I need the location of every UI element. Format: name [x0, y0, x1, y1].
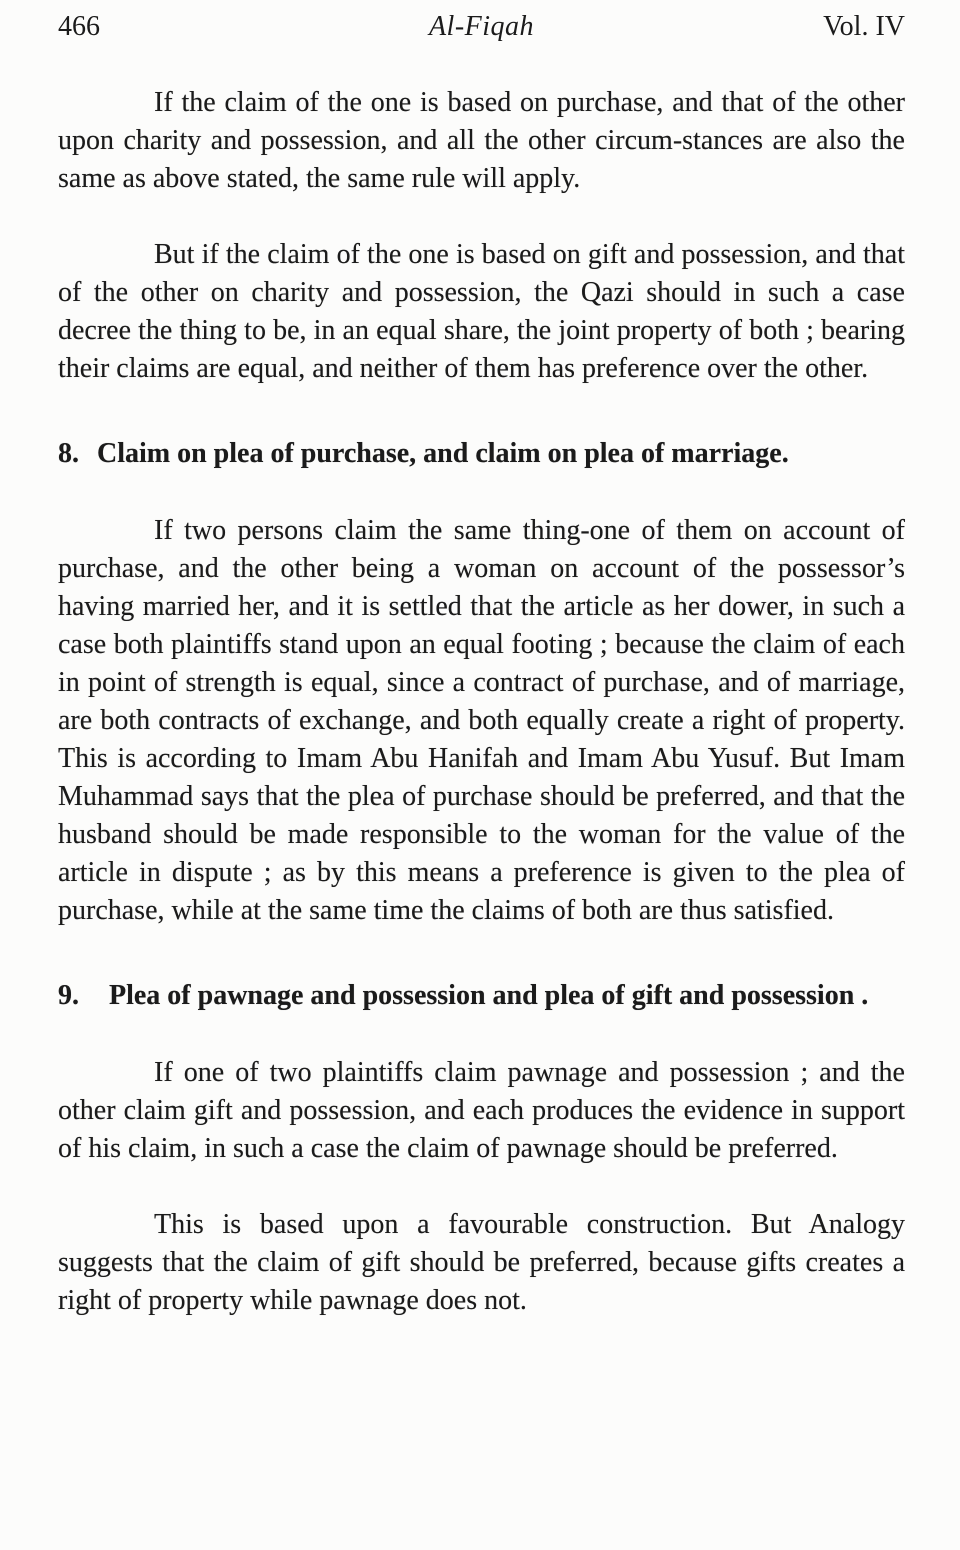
section-9-title: Plea of pawnage and possession and plea of gift and possession . — [109, 980, 869, 1011]
paragraph-pawnage-vs-gift: If one of two plaintiffs claim pawnage and possession ; and the other claim gift and possession, and each produces the evidence in support of his claim, in such a case the claim of pawnage should be preferred. — [58, 1057, 905, 1164]
section-8-number: 8. — [58, 438, 79, 469]
page-number: 466 — [58, 11, 100, 42]
book-title: Al-Fiqah — [428, 11, 535, 42]
section-8-title: Claim on plea of purchase, and claim on plea of marriage. — [97, 438, 789, 469]
paragraph-favourable-construction: This is based upon a favourable construction. But Analogy suggests that the claim of gift should be preferred, because gifts creates a right of property while pawnage does not. — [58, 1209, 905, 1316]
section-heading-8 — [58, 434, 905, 474]
page-header — [58, 8, 905, 46]
paragraph-gift-charity-qazi: But if the claim of the one is based on gift and possession, and that of the other on charity and possession, the Qazi should in such a case decree the thing to be, in an equal share, the joint property of both ; bearing their claims are equal, and neither of them has preference over the other. — [58, 239, 905, 384]
section-9-number: 9. — [58, 980, 79, 1011]
volume-label: Vol. IV — [823, 11, 905, 42]
section-heading-9 — [58, 976, 905, 1016]
paragraph-purchase-vs-marriage: If two persons claim the same thing-one of them on account of purchase, and the other being a woman on account of the possessor’s having married her, and it is settled that the article as her dower, in such a case both plaintiffs stand upon an equal footing ; because the claim of each in point of strength is equal, since a contract of purchase, and of marriage, are both contracts of exchange, and both equally create a right of property. This is according to Imam Abu Hanifah and Imam Abu Yusuf. But Imam Muhammad says that the plea of purchase should be preferred, and that the husband should be made responsible to the woman for the value of the article in dispute ; as by this means a preference is given to the plea of purchase, while at the same time the claims of both are thus satisfied. — [58, 515, 905, 926]
paragraph-claim-purchase-charity: If the claim of the one is based on purchase, and that of the other upon charity and possession, and all the other circum-stances are also the same as above stated, the same rule will apply. — [58, 87, 905, 194]
